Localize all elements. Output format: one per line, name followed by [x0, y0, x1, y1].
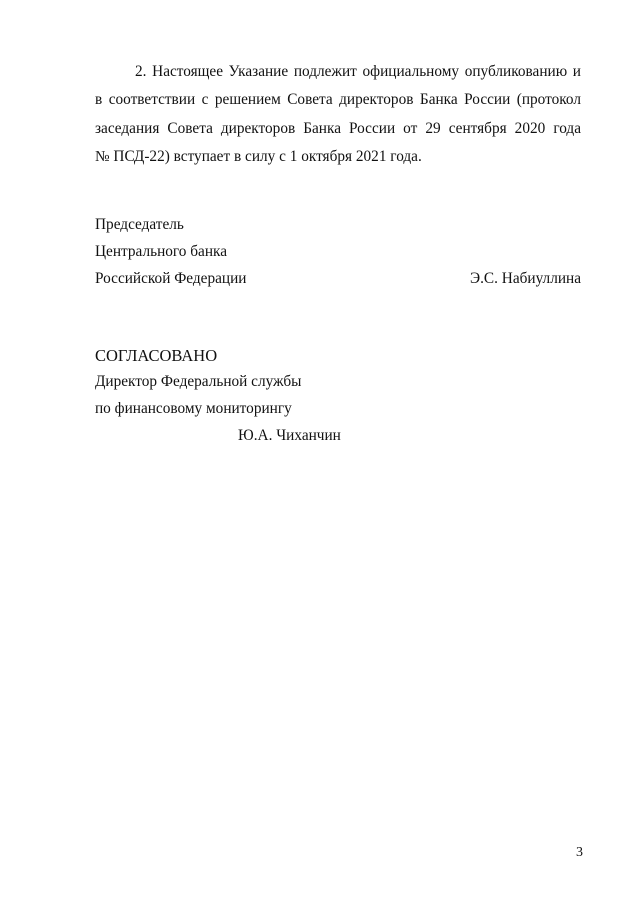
signatory-name: Э.С. Набиуллина — [470, 270, 581, 287]
paragraph-2 — [95, 58, 581, 171]
signatory-title-line: Председатель — [95, 216, 184, 233]
page-number: 3 — [576, 845, 583, 860]
approval-heading: СОГЛАСОВАНО — [95, 346, 218, 365]
paragraph-line: № ПСД-22) вступает в силу с 1 октября 2021 года. — [95, 147, 422, 165]
signatory-title-line: Российской Федерации — [95, 270, 247, 287]
approver-title-line: по финансовому мониторингу — [95, 400, 292, 417]
paragraph-line: в соответствии с решением Совета директоров Банка России (протокол — [95, 91, 581, 109]
approver-title-line: Директор Федеральной службы — [95, 373, 302, 390]
approver-name: Ю.А. Чиханчин — [238, 427, 341, 444]
paragraph-line: 2. Настоящее Указание подлежит официальному опубликованию и — [135, 63, 581, 80]
signatory-title-line: Центрального банка — [95, 243, 228, 260]
paragraph-line: заседания Совета директоров Банка России от 29 сентября 2020 года — [95, 119, 581, 137]
